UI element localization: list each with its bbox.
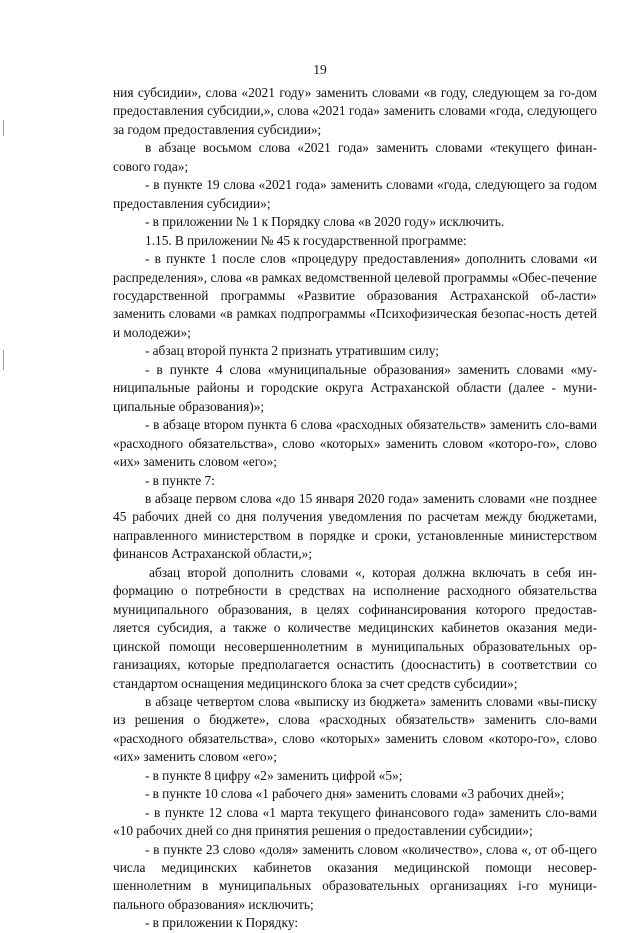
paragraph: в абзаце четвертом слова «выписку из бюджета» заменить словами «вы-писку из решения о бюджете», слова «расходных обязательств» заменить сло-вами «расходного обязательства», слово «которых» заменить словом «которо-го», слово «их» заменить словом «его»; <box>113 693 597 765</box>
paragraph: ния субсидии», слова «2021 году» заменить словами «в году, следующем за го-дом предоставления субсидии,», слова «2021 года» заменить словами «года, следующего за годом предоставления субсидии»; <box>113 85 597 137</box>
paragraph: - в пункте 7: <box>145 472 215 488</box>
paragraph: - в пункте 8 цифру «2» заменить цифрой «5»; <box>145 767 403 783</box>
paragraph: - в приложении № 1 к Порядку слова «в 2020 году» исключить. <box>145 214 505 230</box>
paragraph: - в пункте 10 слова «1 рабочего дня» заменить словами «3 рабочих дней»; <box>145 786 565 802</box>
paragraph: - в пункте 1 после слов «процедуру предоставления» дополнить словами «и распределения», слова «в рамках ведомственной целевой программы «Обес-печение государственной программы «Развитие образования Астраханской об-ласти» заменить словами «в рамках подпрограммы «Психофизическая безопас-ность детей и молодежи»; <box>113 251 597 340</box>
scan-mark <box>3 350 4 370</box>
scan-mark <box>3 120 4 136</box>
paragraph: - в приложении к Порядку: <box>145 915 299 931</box>
paragraph: в абзаце восьмом слова «2021 года» заменить словами «текущего финан-сового года»; <box>113 140 597 174</box>
document-body <box>113 84 597 933</box>
paragraph: - в абзаце втором пункта 6 слова «расходных обязательств» заменить сло-вами «расходного обязательства», слово «которых» заменить словом «которо-го», слово «их» заменить словом «его»; <box>113 417 597 470</box>
paragraph: - абзац второй пункта 2 признать утратившим силу; <box>145 343 439 359</box>
paragraph: - в пункте 12 слова «1 марта текущего финансового года» заменить сло-вами «10 рабочих дней со дня принятия решения о предоставлении субсидии»; <box>113 804 597 839</box>
paragraph: в абзаце первом слова «до 15 января 2020 года» заменить словами «не позднее 45 рабочих дней со дня получения уведомления по расчетам между бюджетами, направленного министерством в порядке и сроки, установленные министерством финансов Астраханской области,»; <box>113 490 597 562</box>
paragraph: - в пункте 19 слова «2021 года» заменить словами «года, следующего за годом предоставления субсидии»; <box>113 177 597 211</box>
paragraph: 1.15. В приложении № 45 к государственной программе: <box>145 232 467 248</box>
page-number: 19 <box>313 62 327 77</box>
paragraph: абзац второй дополнить словами «, которая должна включать в себя ин-формацию о потребности в средствах на исполнение расходного обязательства муниципального образования, в целях софинансирования которого предостав-ляется субсидия, а также о количестве медицинских кабинетов оказания меди-цинской помощи несовершеннолетним в муниципальных образовательных ор-ганизациях, которые предполагается оснастить (дооснастить) в соответствии со стандартом оснащения медицинского блока за счет средств субсидии»; <box>113 564 597 691</box>
paragraph: - в пункте 23 слово «доля» заменить словом «количество», слова «, от об-щего числа медицинских кабинетов оказания медицинской помощи несовер-шеннолетним в муниципальных образовательных организациях i-го муници-пального образования» исключить; <box>113 841 597 912</box>
paragraph: - в пункте 4 слова «муниципальные образования» заменить словами «му-ниципальные районы и городские округа Астраханской области (далее - муни-ципальные образования)»; <box>113 361 597 414</box>
